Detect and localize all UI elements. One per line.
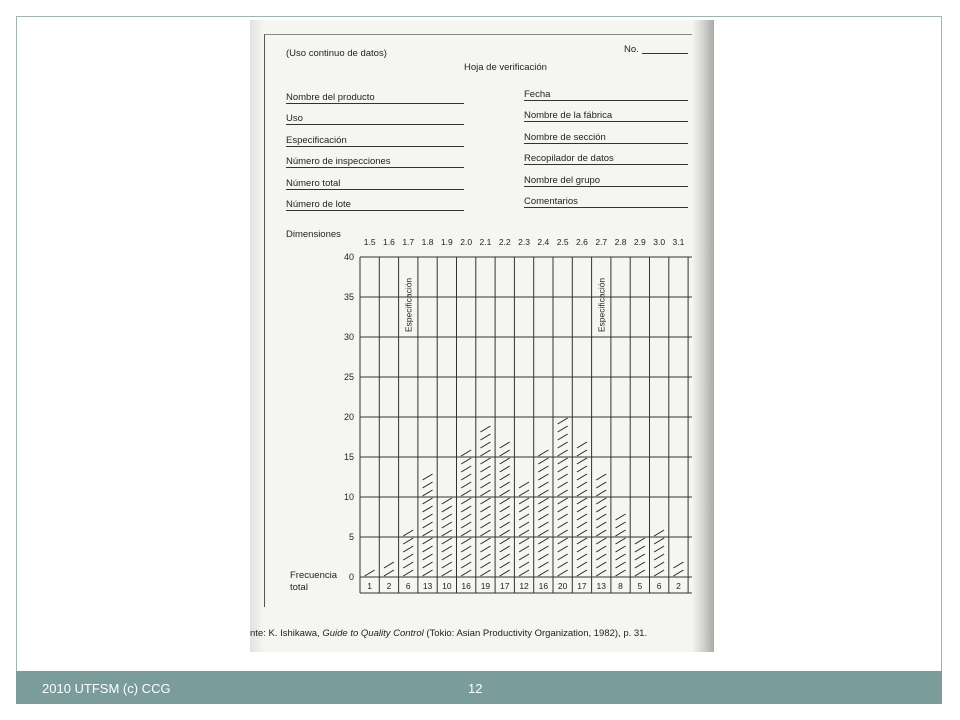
tally-mark: [558, 442, 568, 448]
tally-mark: [423, 482, 433, 488]
tally-mark: [577, 466, 587, 472]
category-label: 3.0: [653, 237, 666, 247]
tally-mark: [558, 522, 568, 528]
y-tick-label: 25: [343, 372, 354, 382]
tally-mark: [480, 474, 490, 480]
tally-mark: [461, 546, 471, 552]
tally-mark: [538, 490, 548, 496]
tally-mark: [480, 442, 490, 448]
tally-mark: [616, 530, 626, 536]
tally-mark: [423, 522, 433, 528]
tally-mark: [442, 538, 452, 544]
tally-mark: [558, 490, 568, 496]
category-label: 2.2: [498, 237, 511, 247]
tally-mark: [500, 466, 510, 472]
tally-mark: [519, 562, 529, 568]
y-tick-label: 0: [348, 572, 354, 582]
tally-mark: [480, 458, 490, 464]
tally-mark: [577, 562, 587, 568]
tally-mark: [558, 538, 568, 544]
tally-mark: [596, 538, 606, 544]
total-value: 1: [367, 581, 373, 591]
tally-mark: [480, 522, 490, 528]
tally-mark: [519, 530, 529, 536]
tally-mark: [519, 546, 529, 552]
tally-mark: [423, 490, 433, 496]
total-value: 13: [422, 581, 433, 591]
field-label: Nombre del producto: [286, 92, 375, 103]
tally-mark: [577, 490, 587, 496]
tally-mark: [538, 546, 548, 552]
tally-mark: [538, 466, 548, 472]
tally-mark: [635, 570, 645, 576]
tally-mark: [596, 562, 606, 568]
tally-mark: [461, 530, 471, 536]
category-label: 1.9: [440, 237, 453, 247]
tally-mark: [596, 530, 606, 536]
tally-mark: [461, 554, 471, 560]
tally-mark: [442, 522, 452, 528]
footer-text: 2010 UTFSM (c) CCG: [42, 681, 171, 696]
tally-mark: [500, 506, 510, 512]
total-value: 2: [386, 581, 392, 591]
tally-mark: [577, 554, 587, 560]
tally-mark: [461, 474, 471, 480]
tally-mark: [558, 506, 568, 512]
tally-mark: [461, 570, 471, 576]
tally-mark: [654, 530, 664, 536]
tally-mark: [480, 506, 490, 512]
source-prefix: nte: K. Ishikawa,: [250, 628, 323, 639]
total-value: 2: [676, 581, 681, 591]
tally-mark: [558, 514, 568, 520]
category-label: 2.1: [479, 237, 492, 247]
tally-mark: [480, 538, 490, 544]
tally-mark: [673, 570, 683, 576]
tally-mark: [558, 474, 568, 480]
tally-mark: [577, 498, 587, 504]
total-value: 6: [405, 581, 411, 591]
tally-mark: [480, 482, 490, 488]
tally-mark: [442, 506, 452, 512]
dimensions-label: Dimensiones: [286, 229, 341, 240]
tally-mark: [461, 506, 471, 512]
tally-mark: [461, 450, 471, 456]
tally-mark: [538, 482, 548, 488]
tally-mark: [442, 562, 452, 568]
tally-mark: [442, 546, 452, 552]
tally-mark: [403, 530, 413, 536]
tally-mark: [500, 442, 510, 448]
tally-mark: [596, 490, 606, 496]
tally-mark: [461, 562, 471, 568]
tally-mark: [538, 458, 548, 464]
tally-mark: [558, 482, 568, 488]
tally-mark: [480, 466, 490, 472]
source-suffix: (Tokio: Asian Productivity Organization, 1982), p. 31.: [423, 628, 648, 639]
y-tick-label: 10: [343, 492, 354, 502]
number-label: No.: [624, 44, 639, 55]
check-sheet-grid: [250, 20, 714, 652]
tally-mark: [423, 498, 433, 504]
tally-mark: [384, 570, 394, 576]
category-label: 3.1: [672, 237, 685, 247]
tally-mark: [461, 466, 471, 472]
field-label: Recopilador de datos: [524, 153, 614, 164]
tally-mark: [442, 514, 452, 520]
tally-mark: [596, 546, 606, 552]
tally-mark: [442, 498, 452, 504]
tally-mark: [577, 538, 587, 544]
field-label: Nombre de sección: [524, 132, 606, 143]
tally-mark: [500, 562, 510, 568]
category-label: 1.6: [383, 237, 395, 247]
tally-mark: [403, 570, 413, 576]
category-label: 1.5: [363, 237, 376, 247]
tally-mark: [480, 570, 490, 576]
tally-mark: [538, 530, 548, 536]
tally-mark: [519, 570, 529, 576]
tally-mark: [616, 546, 626, 552]
field-label: Fecha: [524, 89, 551, 100]
y-tick-label: 30: [343, 332, 354, 342]
field-label: Número de inspecciones: [286, 156, 391, 167]
tally-mark: [423, 514, 433, 520]
tally-mark: [500, 538, 510, 544]
tally-mark: [596, 522, 606, 528]
tally-mark: [461, 482, 471, 488]
tally-mark: [480, 434, 490, 440]
tally-mark: [596, 482, 606, 488]
tally-mark: [538, 514, 548, 520]
field-label: Número total: [286, 178, 341, 189]
category-label: 1.8: [421, 237, 434, 247]
spec-limit-label: Especificación: [403, 277, 414, 333]
tally-mark: [538, 450, 548, 456]
tally-mark: [480, 554, 490, 560]
tally-mark: [480, 546, 490, 552]
tally-mark: [616, 538, 626, 544]
tally-mark: [423, 538, 433, 544]
tally-mark: [500, 474, 510, 480]
tally-mark: [616, 514, 626, 520]
total-value: 12: [519, 581, 529, 591]
y-tick-label: 15: [343, 452, 354, 462]
category-label: 2.3: [518, 237, 530, 247]
total-value: 17: [500, 581, 510, 591]
tally-mark: [635, 546, 645, 552]
tally-mark: [654, 570, 664, 576]
tally-mark: [673, 562, 683, 568]
tally-mark: [519, 522, 529, 528]
tally-mark: [519, 554, 529, 560]
category-label: 2.4: [537, 237, 550, 247]
category-label: 1.7: [402, 237, 415, 247]
category-label: 2.7: [595, 237, 608, 247]
y-tick-label: 35: [343, 292, 354, 302]
tally-mark: [577, 506, 587, 512]
total-value: 6: [656, 581, 662, 591]
tally-mark: [558, 418, 568, 424]
tally-mark: [500, 546, 510, 552]
frequency-label-total: total: [290, 582, 308, 593]
tally-mark: [577, 482, 587, 488]
tally-mark: [519, 482, 529, 488]
tally-mark: [654, 562, 664, 568]
tally-mark: [558, 434, 568, 440]
total-value: 16: [538, 581, 549, 591]
tally-mark: [480, 514, 490, 520]
tally-mark: [442, 530, 452, 536]
field-label: Especificación: [286, 135, 347, 146]
tally-mark: [538, 562, 548, 568]
field-label: Nombre de la fábrica: [524, 110, 613, 121]
tally-mark: [461, 490, 471, 496]
tally-mark: [442, 554, 452, 560]
tally-mark: [500, 522, 510, 528]
tally-mark: [538, 538, 548, 544]
tally-mark: [500, 490, 510, 496]
tally-mark: [616, 554, 626, 560]
tally-mark: [616, 562, 626, 568]
tally-mark: [500, 554, 510, 560]
page-number: 12: [468, 681, 483, 696]
tally-mark: [423, 570, 433, 576]
tally-mark: [596, 554, 606, 560]
tally-mark: [500, 570, 510, 576]
tally-mark: [519, 506, 529, 512]
tally-mark: [461, 522, 471, 528]
total-value: 10: [442, 581, 452, 591]
tally-mark: [384, 562, 394, 568]
tally-mark: [500, 530, 510, 536]
tally-mark: [403, 554, 413, 560]
tally-mark: [577, 474, 587, 480]
tally-mark: [577, 522, 587, 528]
spec-limit-label: Especificación: [596, 277, 607, 333]
tally-mark: [654, 546, 664, 552]
tally-mark: [577, 530, 587, 536]
tally-mark: [654, 554, 664, 560]
tally-mark: [365, 570, 375, 576]
tally-mark: [596, 570, 606, 576]
tally-mark: [461, 458, 471, 464]
tally-mark: [577, 458, 587, 464]
tally-mark: [577, 450, 587, 456]
tally-mark: [423, 554, 433, 560]
tally-mark: [519, 498, 529, 504]
field-label: Uso: [286, 113, 303, 124]
total-value: 17: [577, 581, 587, 591]
tally-mark: [558, 530, 568, 536]
tally-mark: [538, 522, 548, 528]
tally-mark: [423, 546, 433, 552]
tally-mark: [558, 426, 568, 432]
tally-mark: [461, 498, 471, 504]
tally-mark: [461, 538, 471, 544]
total-value: 20: [557, 581, 568, 591]
tally-mark: [558, 498, 568, 504]
category-label: 2.5: [556, 237, 569, 247]
category-label: 2.6: [576, 237, 588, 247]
source-citation: [250, 628, 647, 639]
tally-mark: [500, 482, 510, 488]
tally-mark: [480, 490, 490, 496]
tally-mark: [558, 450, 568, 456]
category-label: 2.9: [633, 237, 646, 247]
tally-mark: [480, 426, 490, 432]
tally-mark: [558, 466, 568, 472]
tally-mark: [538, 474, 548, 480]
tally-mark: [480, 562, 490, 568]
tally-mark: [635, 538, 645, 544]
tally-mark: [500, 450, 510, 456]
tally-mark: [577, 546, 587, 552]
tally-mark: [577, 514, 587, 520]
tally-mark: [442, 570, 452, 576]
category-label: 2.0: [460, 237, 473, 247]
tally-mark: [423, 474, 433, 480]
tally-mark: [500, 498, 510, 504]
tally-mark: [480, 530, 490, 536]
tally-mark: [558, 554, 568, 560]
tally-mark: [558, 458, 568, 464]
page-binding-shadow: [692, 20, 714, 652]
tally-mark: [596, 506, 606, 512]
frequency-label: Frecuencia: [290, 570, 337, 581]
y-tick-label: 20: [343, 412, 354, 422]
tally-mark: [423, 530, 433, 536]
total-value: 5: [637, 581, 643, 591]
tally-mark: [654, 538, 664, 544]
form-title: Hoja de verificación: [464, 62, 547, 73]
tally-mark: [635, 562, 645, 568]
tally-mark: [635, 554, 645, 560]
tally-mark: [519, 538, 529, 544]
tally-mark: [538, 570, 548, 576]
scanned-check-sheet: [250, 20, 714, 652]
total-value: 8: [618, 581, 623, 591]
tally-mark: [423, 562, 433, 568]
tally-mark: [519, 490, 529, 496]
tally-mark: [558, 546, 568, 552]
tally-mark: [403, 546, 413, 552]
tally-mark: [596, 514, 606, 520]
field-label: Nombre del grupo: [524, 175, 601, 186]
category-label: 2.8: [614, 237, 627, 247]
tally-mark: [403, 538, 413, 544]
source-book: Guide to Quality Control: [322, 628, 424, 639]
form-subtitle: (Uso continuo de datos): [286, 48, 387, 59]
total-value: 19: [480, 581, 491, 591]
tally-mark: [616, 522, 626, 528]
tally-mark: [577, 442, 587, 448]
tally-mark: [500, 458, 510, 464]
total-value: 13: [596, 581, 606, 591]
tally-mark: [461, 514, 471, 520]
tally-mark: [480, 498, 490, 504]
field-label: Comentarios: [524, 196, 578, 207]
tally-mark: [403, 562, 413, 568]
tally-mark: [538, 506, 548, 512]
tally-mark: [577, 570, 587, 576]
tally-mark: [519, 514, 529, 520]
field-label: Número de lote: [286, 199, 351, 210]
tally-mark: [423, 506, 433, 512]
tally-mark: [616, 570, 626, 576]
tally-mark: [558, 562, 568, 568]
total-value: 16: [461, 581, 471, 591]
tally-mark: [480, 450, 490, 456]
y-tick-label: 40: [343, 252, 354, 262]
tally-mark: [538, 498, 548, 504]
tally-mark: [500, 514, 510, 520]
tally-mark: [596, 474, 606, 480]
tally-mark: [558, 570, 568, 576]
tally-mark: [596, 498, 606, 504]
y-tick-label: 5: [348, 532, 354, 542]
tally-mark: [538, 554, 548, 560]
